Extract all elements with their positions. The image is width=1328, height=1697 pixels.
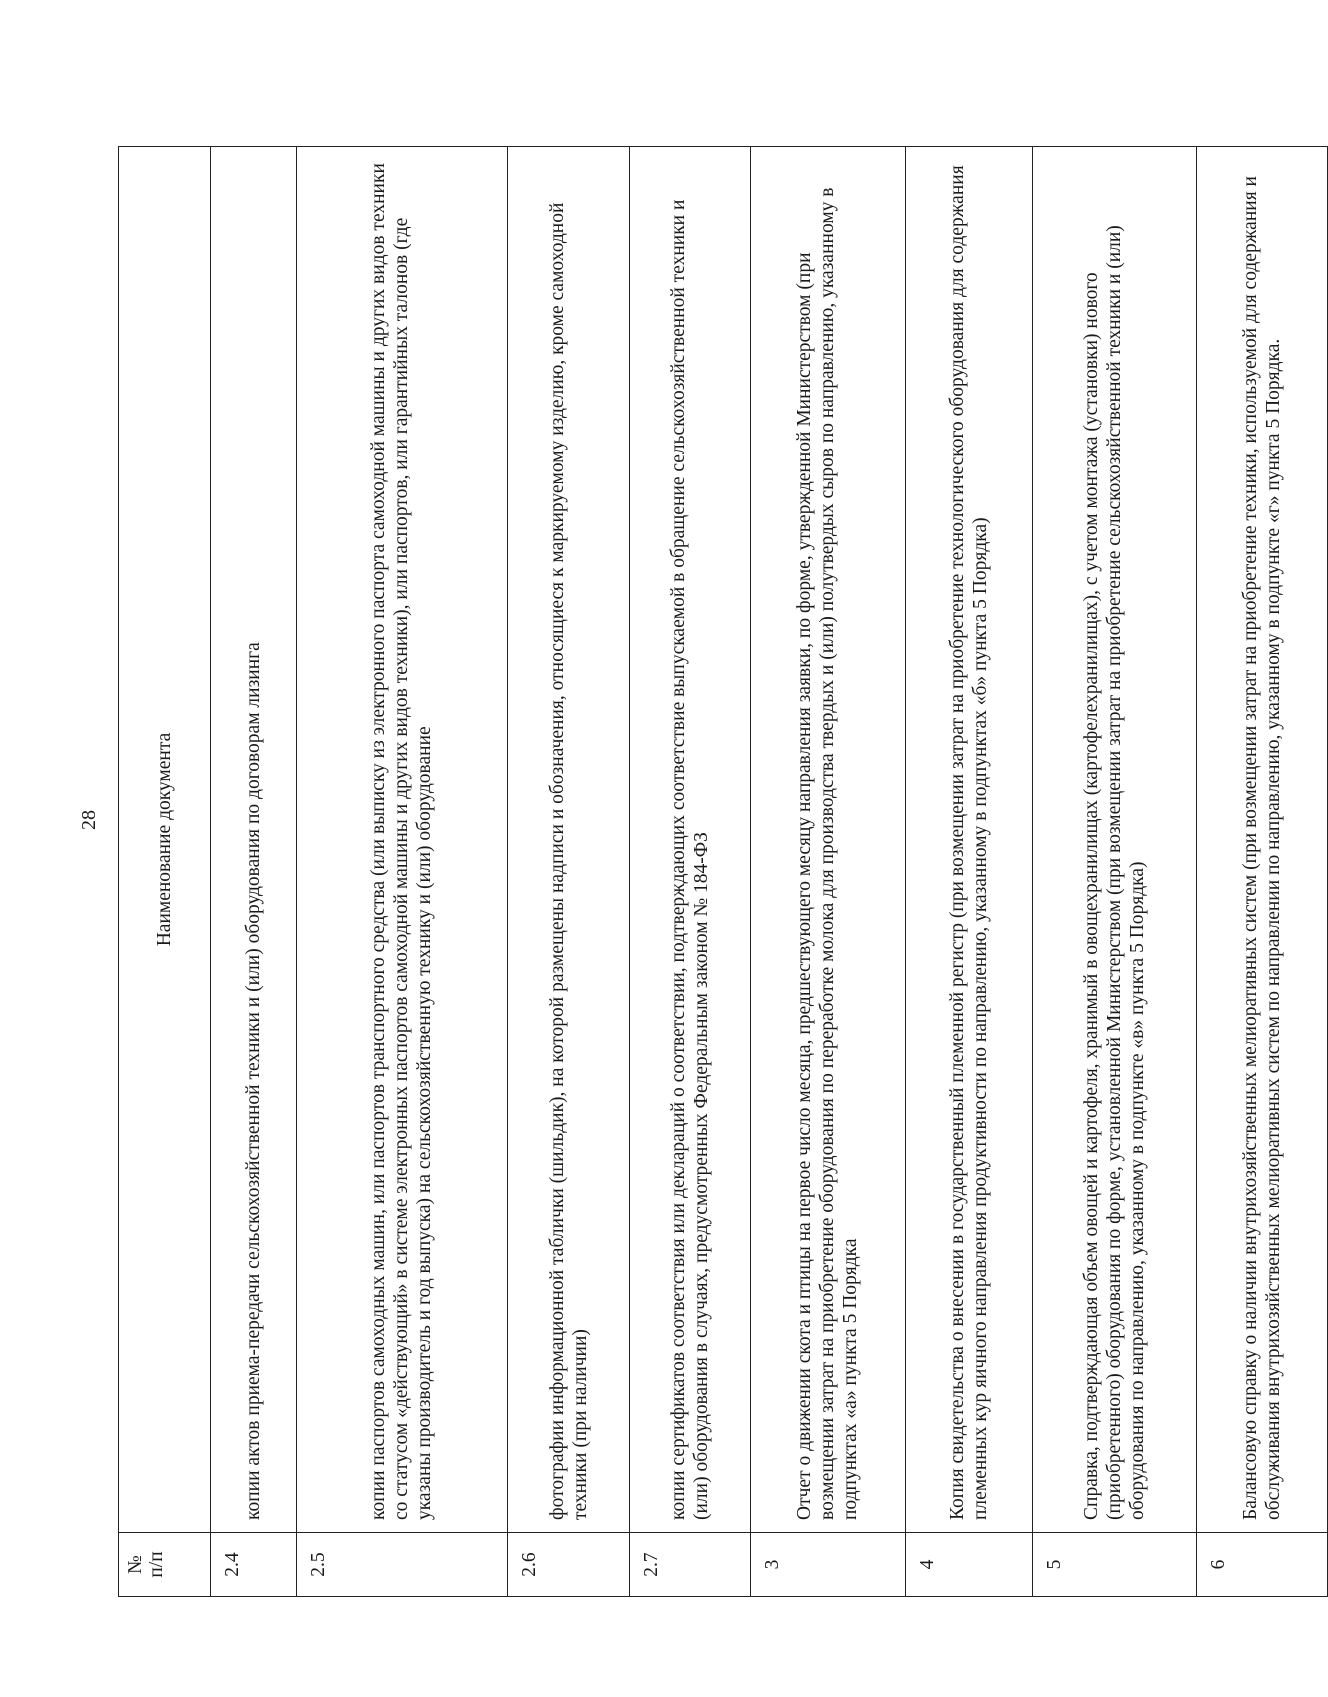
row-text: копии паспортов самоходных машин, или паспортов транспортного средства (или выписку из электронного паспорта самоходной машины и других видов техники со статусом «действующий» в системе электронных паспортов самоходной машины и других видов техники), или паспортов, или гарантийных талонов (где указаны производитель и год выпуска) на сельскохозяйственную технику и (или) оборудование <box>296 147 507 1533</box>
header-number-symbol: № <box>125 1555 146 1574</box>
row-number: 6 <box>1197 1533 1328 1597</box>
table-row <box>1033 147 1197 1597</box>
row-text: копии актов приема-передачи сельскохозяйственной техники и (или) оборудования по договорам лизинга <box>210 147 296 1533</box>
row-number: 5 <box>1033 1533 1197 1597</box>
table-row <box>508 147 630 1597</box>
header-number-abbrev: п/п <box>146 1551 168 1578</box>
row-number: 2.5 <box>296 1533 507 1597</box>
documents-table <box>118 146 1328 1597</box>
row-number: 2.4 <box>210 1533 296 1597</box>
rotated-table-container <box>118 147 1328 1597</box>
table-row <box>630 147 751 1597</box>
table-row <box>905 147 1033 1597</box>
row-number: 2.6 <box>508 1533 630 1597</box>
page-number: 28 <box>78 810 100 830</box>
table-row <box>1197 147 1328 1597</box>
row-text: фотографии информационной таблички (шильдик), на которой размещены надписи и обозначения, относящиеся к маркируемому изделию, кроме самоходной техники (при наличии) <box>508 147 630 1533</box>
table-row <box>751 147 905 1597</box>
table-header-row <box>119 147 211 1597</box>
row-number: 4 <box>905 1533 1033 1597</box>
header-name-cell: Наименование документа <box>119 147 211 1533</box>
row-number: 3 <box>751 1533 905 1597</box>
row-text: Копия свидетельства о внесении в государственный племенной регистр (при возмещении затрат на приобретение технологического оборудования для содержания племенных кур яичного направления продуктивности по направлению, указанному в подпунктах «б» пункта 5 Порядка) <box>905 147 1033 1533</box>
table-row <box>210 147 296 1597</box>
header-number-cell <box>119 1533 211 1597</box>
row-text: копии сертификатов соответствия или деклараций о соответствии, подтверждающих соответствие выпускаемой в обращение сельскохозяйственной техники и (или) оборудования в случаях, предусмотренных Федеральным законом № 184-ФЗ <box>630 147 751 1533</box>
table-row <box>296 147 507 1597</box>
row-text: Балансовую справку о наличии внутрихозяйственных мелиоративных систем (при возмещении затрат на приобретение техники, используемой для содержания и обслуживания внутрихозяйственных мелиоративных систем по направлении по направлению, указанному в подпункте «г» пункта 5 Порядка. <box>1197 147 1328 1533</box>
row-text: Отчет о движении скота и птицы на первое число месяца, предшествующего месяцу направления заявки, по форме, утвержденной Министерством (при возмещении затрат на приобретение оборудования по переработке молока для производства твердых и (или) полутвердых сыров по направлению, указанному в подпунктах «а» пункта 5 Порядка <box>751 147 905 1533</box>
row-text: Справка, подтверждающая объем овощей и картофеля, хранимый в овощехранилищах (картофелехранилищах), с учетом монтажа (установки) нового (приобретенного) оборудования по форме, установленной Министерством (при возмещении затрат на приобретение сельскохозяйственной техники и (или) оборудования по направлению, указанному в подпункте «в» пункта 5 Порядка) <box>1033 147 1197 1533</box>
row-number: 2.7 <box>630 1533 751 1597</box>
